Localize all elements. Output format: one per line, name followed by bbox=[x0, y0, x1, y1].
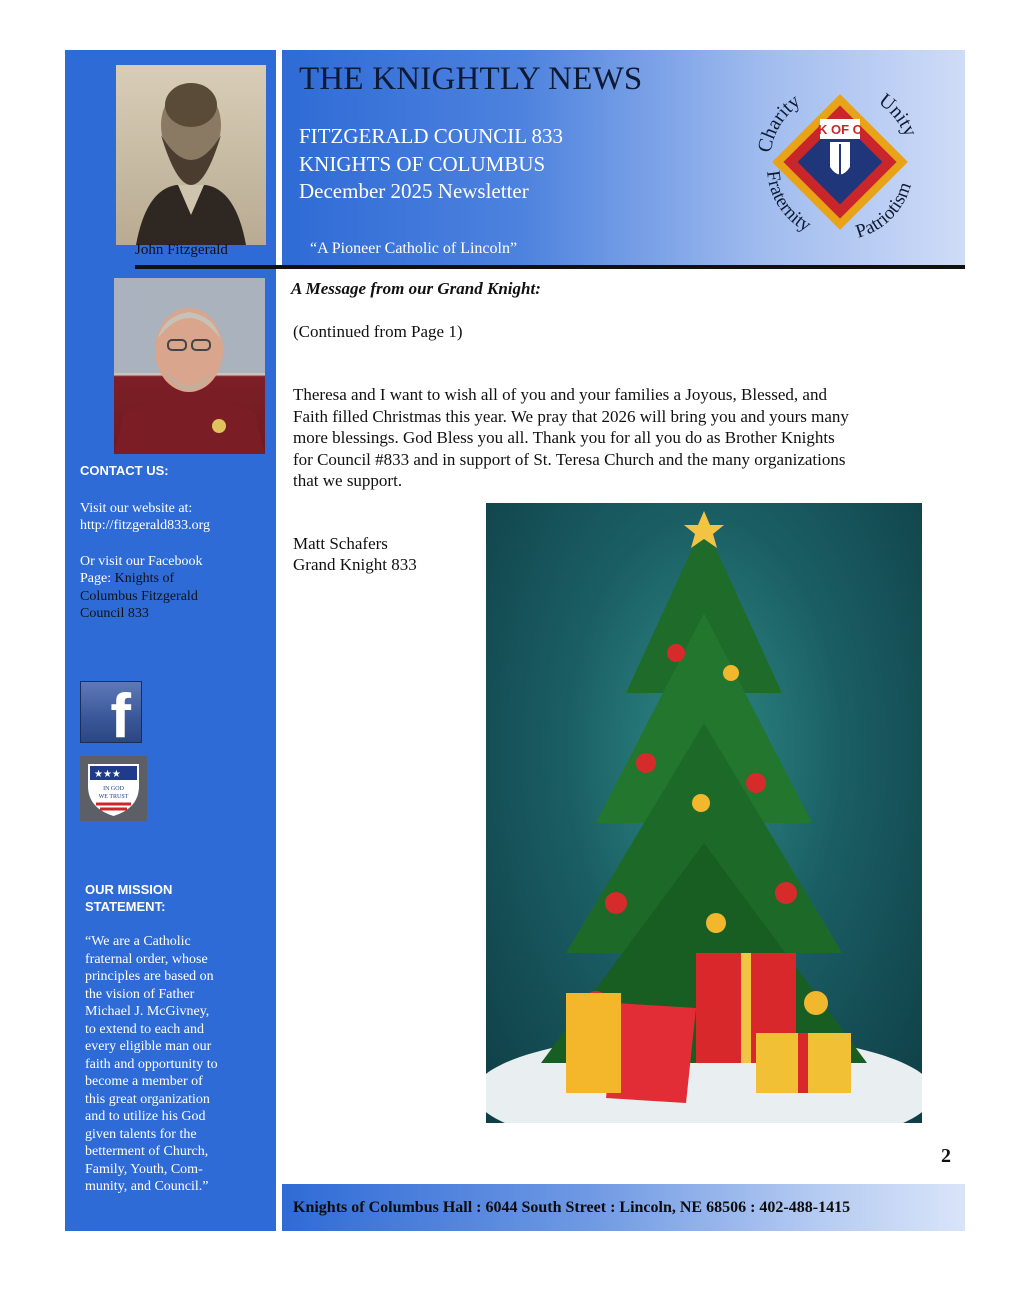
tagline: “A Pioneer Catholic of Lincoln” bbox=[310, 240, 518, 257]
organization-name: KNIGHTS OF COLUMBUS bbox=[299, 152, 546, 176]
message-title: A Message from our Grand Knight: bbox=[291, 279, 541, 298]
mission-line: fraternal order, whose bbox=[85, 951, 208, 967]
website-link[interactable]: http://fitzgerald833.org bbox=[80, 518, 210, 533]
mission-line: the vision of Father bbox=[85, 986, 195, 1002]
mission-line: become a member of bbox=[85, 1074, 203, 1089]
signature-name: Matt Schafers bbox=[293, 534, 388, 553]
christmas-message-paragraph bbox=[293, 384, 958, 492]
mission-line: to extend to each and bbox=[85, 1021, 204, 1037]
in-god-we-trust-shield-icon bbox=[80, 756, 147, 821]
newsletter-title: THE KNIGHTLY NEWS bbox=[299, 61, 643, 97]
mission-line: faith and opportunity to bbox=[85, 1056, 218, 1072]
facebook-link-part3[interactable]: Council 833 bbox=[80, 606, 149, 621]
grand-knight-photo bbox=[114, 278, 265, 454]
mission-statement bbox=[85, 933, 218, 1196]
facebook-link-part1[interactable]: Knights of bbox=[114, 571, 175, 586]
council-name: FITZGERALD COUNCIL 833 bbox=[299, 124, 564, 148]
mission-line: Family, Youth, Com- bbox=[85, 1161, 203, 1177]
mission-line: and to utilize his God bbox=[85, 1109, 206, 1124]
emblem-word-unity: Unity bbox=[874, 89, 922, 140]
footer-address: Knights of Columbus Hall : 6044 South Street : Lincoln, NE 68506 : 402-488-1415 bbox=[293, 1199, 851, 1216]
mission-line: principles are based on bbox=[85, 969, 214, 984]
mission-line: given talents for the bbox=[85, 1126, 197, 1142]
paragraph-line: more blessings. God Bless you all. Thank you for all you do as Brother Knights bbox=[293, 428, 835, 447]
mission-heading-line2: STATEMENT: bbox=[85, 899, 166, 914]
paragraph-line: Faith filled Christmas this year. We pray that 2026 will bring you and yours many bbox=[293, 406, 849, 426]
mission-line: every eligible man our bbox=[85, 1039, 212, 1054]
john-fitzgerald-portrait bbox=[116, 65, 266, 245]
svg-text:Unity bbox=[875, 89, 922, 140]
continued-note: (Continued from Page 1) bbox=[293, 322, 463, 341]
page-number: 2 bbox=[941, 1145, 951, 1167]
signature-title: Grand Knight 833 bbox=[293, 555, 417, 574]
mission-line: this great organization bbox=[85, 1091, 210, 1107]
mission-line: betterment of Church, bbox=[85, 1144, 209, 1159]
portrait-caption: John Fitzgerald bbox=[135, 242, 228, 258]
shield-text-line2: WE TRUST bbox=[98, 794, 129, 800]
issue-date: December 2025 Newsletter bbox=[299, 179, 529, 203]
header-divider bbox=[135, 265, 965, 269]
emblem-shield-text: K OF C bbox=[817, 122, 863, 137]
contact-heading: CONTACT US: bbox=[80, 463, 169, 478]
emblem-word-patriotism: Patriotism bbox=[853, 179, 916, 243]
kofc-emblem-logo bbox=[745, 72, 935, 247]
paragraph-line: Theresa and I want to wish all of you and your families a Joyous, Blessed, and bbox=[293, 385, 827, 404]
paragraph-line: that we support. bbox=[293, 471, 403, 490]
mission-heading-line1: OUR MISSION bbox=[85, 882, 173, 897]
facebook-prompt-line2 bbox=[80, 570, 174, 588]
mission-line: munity, and Council.” bbox=[85, 1179, 209, 1194]
mission-line: Michael J. McGivney, bbox=[85, 1004, 210, 1019]
facebook-icon[interactable]: f bbox=[80, 681, 142, 743]
facebook-prompt: Or visit our Facebook bbox=[80, 554, 203, 569]
facebook-page-label: Page: bbox=[80, 571, 115, 586]
emblem-word-fraternity: Fraternity bbox=[761, 169, 815, 237]
emblem-word-charity: Charity bbox=[753, 90, 805, 155]
shield-text-line1: IN GOD bbox=[103, 786, 124, 792]
paragraph-line: for Council #833 and in support of St. Teresa Church and the many organizations bbox=[293, 449, 846, 469]
christmas-tree-image bbox=[486, 503, 922, 1123]
website-label: Visit our website at: bbox=[80, 501, 193, 516]
mission-line: “We are a Catholic bbox=[85, 934, 191, 949]
svg-text:★★★: ★★★ bbox=[94, 769, 121, 780]
facebook-link-part2[interactable]: Columbus Fitzgerald bbox=[80, 589, 198, 604]
